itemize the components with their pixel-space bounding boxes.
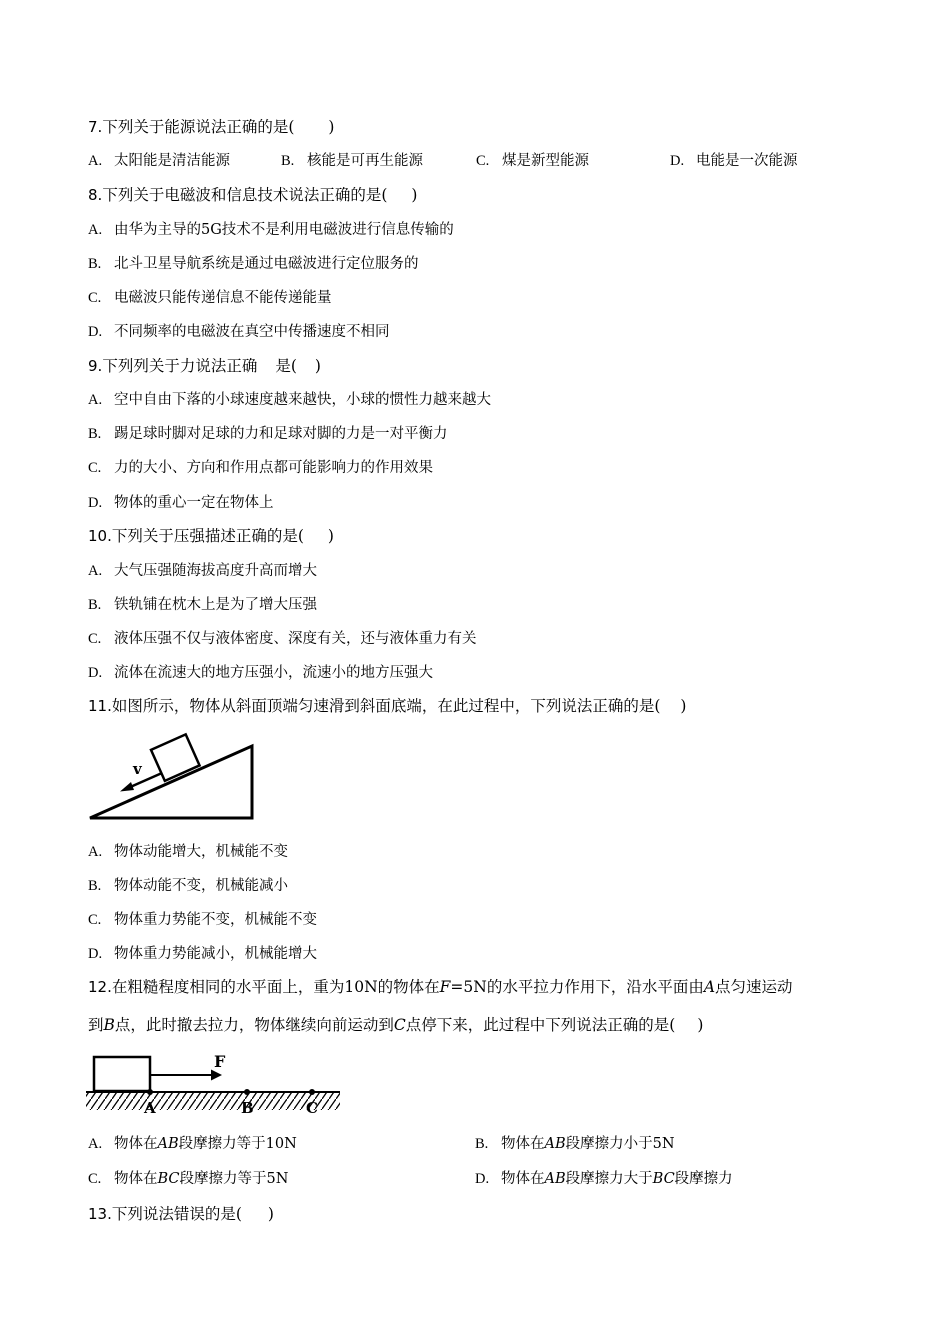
question-number: 12. [88,978,112,996]
point-c-dot [309,1089,315,1095]
question-number: 7. [88,118,103,136]
question-12-stem-cont: 到B点，此时撤去拉力，物体继续向前运动到C点停下来，此过程中下列说法正确的是( ) [88,1016,704,1034]
question-10-option-d[interactable]: D. 流体在流速大的地方压强小，流速小的地方压强大 [88,665,433,681]
option-a[interactable]: A. 太阳能是清洁能源 [88,153,230,169]
question-11-option-d[interactable]: D. 物体重力势能减小，机械能增大 [88,946,317,962]
question-12-option-d[interactable]: D. 物体在AB段摩擦力大于BC段摩擦力 [475,1171,733,1187]
question-text: 下列列关于力说法正确 [102,357,258,375]
question-8-option-d[interactable]: D. 不同频率的电磁波在真空中传播速度不相同 [88,324,390,340]
object-block [94,1057,150,1091]
question-11-option-b[interactable]: B. 物体动能不变，机械能减小 [88,878,288,894]
point-a-label: A [144,1099,156,1117]
question-12-option-b[interactable]: B. 物体在AB段摩擦力小于5N [475,1136,675,1152]
question-9-option-c[interactable]: C. 力的大小、方向和作用点都可能影响力的作用效果 [88,460,433,476]
question-9-stem: 9.下列列关于力说法正确 是( ) [88,357,321,375]
ground-hatch [86,1092,340,1110]
option-d[interactable]: D. 电能是一次能源 [670,153,798,169]
option-c[interactable]: C. 煤是新型能源 [476,153,589,169]
question-12-option-a[interactable]: A. 物体在AB段摩擦力等于10N [88,1136,297,1152]
question-12-stem: 12.在粗糙程度相同的水平面上，重为10N的物体在F=5N的水平拉力作用下，沿水平面由A点匀速运动 [88,978,793,996]
point-c-label: C [306,1099,318,1117]
arrow-head-icon [120,782,134,792]
question-text: 如图所示，物体从斜面顶端匀速滑到斜面底端，在此过程中，下列说法正确的是( [111,697,661,715]
question-number: 8. [88,186,103,204]
question-8-option-c[interactable]: C. 电磁波只能传递信息不能传递能量 [88,290,332,306]
question-8-option-b[interactable]: B. 北斗卫星导航系统是通过电磁波进行定位服务的 [88,256,419,272]
question-number: 9. [88,357,103,375]
question-13-stem: 13.下列说法错误的是( ) [88,1205,274,1223]
question-11-stem: 11.如图所示，物体从斜面顶端匀速滑到斜面底端，在此过程中，下列说法正确的是( ) [88,697,687,715]
point-a-dot [147,1089,153,1095]
question-10-option-a[interactable]: A. 大气压强随海拔高度升高而增大 [88,563,317,579]
question-7-stem: 7.下列关于能源说法正确的是( ) [88,118,335,136]
velocity-label: v [133,760,142,778]
point-b-dot [244,1089,250,1095]
question-text: 下列说法错误的是( [111,1205,242,1223]
point-b-label: B [241,1099,254,1117]
friction-figure [84,1049,344,1119]
force-label: F [214,1052,226,1071]
question-text: 下列关于压强描述正确的是( [111,527,304,545]
question-10-stem: 10.下列关于压强描述正确的是( ) [88,527,334,545]
question-11-option-c[interactable]: C. 物体重力势能不变，机械能不变 [88,912,317,928]
question-number: 11. [88,697,112,715]
question-10-option-c[interactable]: C. 液体压强不仅与液体密度、深度有关，还与液体重力有关 [88,631,477,647]
question-10-option-b[interactable]: B. 铁轨铺在枕木上是为了增大压强 [88,597,317,613]
question-11-option-a[interactable]: A. 物体动能增大，机械能不变 [88,844,288,860]
question-number: 13. [88,1205,112,1223]
question-8-option-a[interactable]: A. 由华为主导的5G技术不是利用电磁波进行信息传输的 [88,222,454,238]
question-text: 下列关于能源说法正确的是( [102,118,295,136]
arrow-head-icon [211,1070,222,1081]
question-9-option-b[interactable]: B. 踢足球时脚对足球的力和足球对脚的力是一对平衡力 [88,426,448,442]
question-text: 下列关于电磁波和信息技术说法正确的是( [102,186,388,204]
question-12-option-c[interactable]: C. 物体在BC段摩擦力等于5N [88,1171,289,1187]
incline-figure [86,728,258,824]
question-9-option-a[interactable]: A. 空中自由下落的小球速度越来越快，小球的惯性力越来越大 [88,392,491,408]
question-8-stem: 8.下列关于电磁波和信息技术说法正确的是( ) [88,186,418,204]
question-number: 10. [88,527,112,545]
question-9-option-d[interactable]: D. 物体的重心一定在物体上 [88,495,274,511]
option-b[interactable]: B. 核能是可再生能源 [281,153,423,169]
